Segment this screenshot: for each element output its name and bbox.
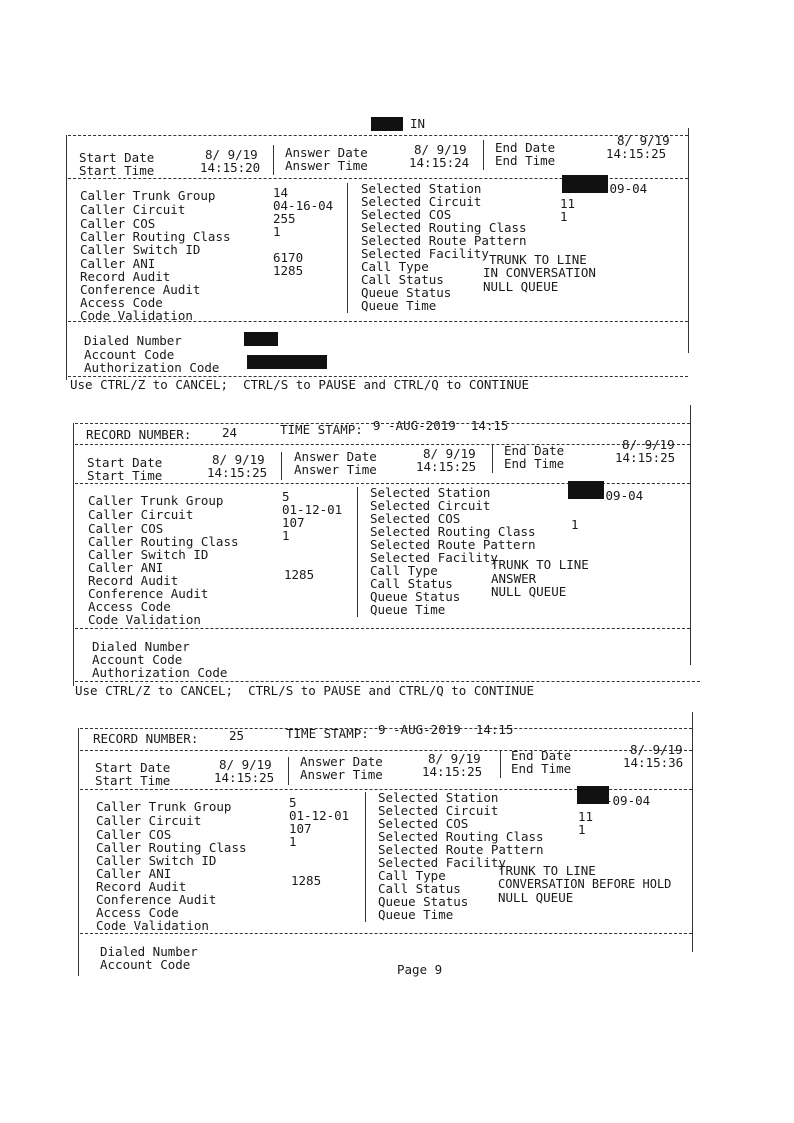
start-date-label: Start Date (79, 150, 155, 165)
right-field-value: 1 (560, 209, 568, 224)
divider (80, 933, 692, 934)
start-date-value: 8/ 9/19 (212, 452, 265, 467)
record-number-value: 25 (229, 728, 245, 743)
left-field-label: Caller Routing Class (88, 534, 239, 549)
answer-date-value: 8/ 9/19 (428, 751, 481, 766)
answer-time-value: 14:15:25 (416, 459, 477, 474)
start-date-label: Start Date (95, 760, 171, 775)
record-number-label: RECORD NUMBER: (86, 427, 192, 442)
left-field-value: 5 (289, 795, 297, 810)
right-field-value: NULL QUEUE (491, 584, 567, 599)
end-date-value: 8/ 9/19 (622, 437, 675, 452)
timestamp-label: TIME STAMP: (286, 726, 369, 741)
divider (500, 750, 501, 778)
right-field-value: -09-04 (598, 488, 644, 503)
bottom-field-label: Account Code (84, 347, 175, 362)
right-field-value: -09-04 (602, 181, 648, 196)
left-field-label: Conference Audit (80, 282, 201, 297)
right-field-label: Selected Facility (370, 550, 498, 565)
divider (365, 792, 366, 922)
left-field-value: 1285 (291, 873, 322, 888)
right-field-value: 11 (560, 196, 576, 211)
right-field-label: Selected Route Pattern (370, 537, 536, 552)
answer-time-label: Answer Time (285, 158, 368, 173)
left-field-value: 1 (282, 528, 290, 543)
left-field-value: 14 (273, 185, 289, 200)
left-field-label: Caller COS (96, 827, 172, 842)
end-time-label: End Time (495, 153, 556, 168)
bottom-field-label: Dialed Number (84, 333, 182, 348)
left-field-value: 107 (282, 515, 305, 530)
right-field-label: Call Status (370, 576, 453, 591)
right-field-value: NULL QUEUE (498, 890, 574, 905)
end-time-value: 14:15:25 (615, 450, 676, 465)
right-field-value: NULL QUEUE (483, 279, 559, 294)
left-field-label: Caller Routing Class (80, 229, 231, 244)
left-field-label: Code Validation (88, 612, 201, 627)
left-field-value: 01-12-01 (289, 808, 350, 823)
left-field-label: Caller Switch ID (80, 242, 201, 257)
left-field-label: Record Audit (96, 879, 187, 894)
start-time-label: Start Time (87, 468, 163, 483)
left-field-value: 107 (289, 821, 312, 836)
right-field-value: ANSWER (491, 571, 537, 586)
end-time-value: 14:15:25 (606, 146, 667, 161)
start-date-label: Start Date (87, 455, 163, 470)
answer-date-value: 8/ 9/19 (414, 142, 467, 157)
left-field-label: Caller Circuit (96, 813, 202, 828)
start-time-value: 14:15:25 (214, 770, 275, 785)
left-field-label: Conference Audit (88, 586, 209, 601)
right-field-label: Queue Time (370, 602, 446, 617)
right-field-label: Queue Status (370, 589, 461, 604)
right-field-label: Selected Route Pattern (378, 842, 544, 857)
bottom-field-label: Dialed Number (92, 639, 190, 654)
right-field-label: Queue Time (361, 298, 437, 313)
left-field-label: Record Audit (88, 573, 179, 588)
left-field-label: Conference Audit (96, 892, 217, 907)
end-time-label: End Time (511, 761, 572, 776)
end-time-label: End Time (504, 456, 565, 471)
left-field-label: Caller Routing Class (96, 840, 247, 855)
divider (80, 750, 692, 751)
left-field-label: Caller COS (88, 521, 164, 536)
answer-time-value: 14:15:25 (422, 764, 483, 779)
answer-date-label: Answer Date (300, 754, 383, 769)
right-field-label: Selected Routing Class (370, 524, 536, 539)
left-field-label: Caller ANI (88, 560, 164, 575)
end-date-label: End Date (511, 748, 572, 763)
right-field-label: Selected COS (370, 511, 461, 526)
left-field-value: 1 (289, 834, 297, 849)
divider (288, 757, 289, 785)
end-date-value: 8/ 9/19 (630, 742, 683, 757)
control-prompt: Use CTRL/Z to CANCEL; CTRL/S to PAUSE and CTRL/Q to CONTINUE (75, 683, 535, 698)
left-field-label: Code Validation (80, 308, 193, 323)
record-number-value: 24 (222, 425, 238, 440)
start-date-value: 8/ 9/19 (219, 757, 272, 772)
start-date-value: 8/ 9/19 (205, 147, 258, 162)
right-field-label: Selected Routing Class (378, 829, 544, 844)
left-field-label: Caller Trunk Group (96, 799, 232, 814)
right-field-label: Selected Circuit (378, 803, 499, 818)
right-field-label: Call Type (378, 868, 446, 883)
bottom-field-label: Authorization Code (92, 665, 228, 680)
left-field-label: Caller Circuit (88, 507, 194, 522)
left-field-value: 1 (273, 224, 281, 239)
left-field-label: Access Code (80, 295, 163, 310)
end-time-value: 14:15:36 (623, 755, 684, 770)
right-field-label: Queue Time (378, 907, 454, 922)
right-field-label: Selected Circuit (361, 194, 482, 209)
right-field-label: Selected Station (378, 790, 499, 805)
right-field-label: Selected COS (361, 207, 452, 222)
left-field-label: Caller Switch ID (96, 853, 217, 868)
end-date-value: 8/ 9/19 (617, 133, 670, 148)
right-field-label: Selected Facility (361, 246, 489, 261)
right-field-value: TRUNK TO LINE (491, 557, 589, 572)
start-time-value: 14:15:25 (207, 465, 268, 480)
left-field-label: Access Code (88, 599, 171, 614)
right-field-label: Selected Facility (378, 855, 506, 870)
left-field-label: Caller Trunk Group (88, 493, 224, 508)
right-field-label: Selected Station (361, 181, 482, 196)
right-field-value: 1 (571, 517, 579, 532)
start-time-value: 14:15:20 (200, 160, 261, 175)
right-field-label: Call Type (361, 259, 429, 274)
end-date-label: End Date (504, 443, 565, 458)
right-field-label: Selected COS (378, 816, 469, 831)
bottom-field-label: Account Code (100, 957, 191, 972)
left-field-value: 5 (282, 489, 290, 504)
right-field-label: Selected Routing Class (361, 220, 527, 235)
right-field-label: Call Type (370, 563, 438, 578)
start-time-label: Start Time (79, 163, 155, 178)
right-field-value: 11 (578, 809, 594, 824)
timestamp-value: 9 -AUG-2019 14:15 (373, 418, 509, 433)
timestamp-value: 9 -AUG-2019 14:15 (378, 722, 514, 737)
right-field-label: Selected Route Pattern (361, 233, 527, 248)
right-field-value: -09-04 (605, 793, 651, 808)
answer-date-label: Answer Date (285, 145, 368, 160)
end-date-label: End Date (495, 140, 556, 155)
right-field-value: IN CONVERSATION (483, 265, 596, 280)
left-field-label: Record Audit (80, 269, 171, 284)
direction-label: IN (410, 116, 426, 131)
bottom-field-label: Account Code (92, 652, 183, 667)
left-field-value: 6170 (273, 250, 304, 265)
left-field-label: Caller Switch ID (88, 547, 209, 562)
divider (78, 728, 79, 976)
right-field-value: 1 (578, 822, 586, 837)
left-field-value: 04-16-04 (273, 198, 334, 213)
answer-date-value: 8/ 9/19 (423, 446, 476, 461)
start-time-label: Start Time (95, 773, 171, 788)
left-field-label: Caller Trunk Group (80, 188, 216, 203)
left-field-value: 255 (273, 211, 296, 226)
right-field-label: Call Status (361, 272, 444, 287)
left-field-value: 1285 (284, 567, 315, 582)
left-field-label: Caller COS (80, 216, 156, 231)
left-field-label: Caller Circuit (80, 202, 186, 217)
right-field-label: Queue Status (361, 285, 452, 300)
right-field-value: TRUNK TO LINE (498, 863, 596, 878)
record-number-label: RECORD NUMBER: (93, 731, 199, 746)
left-field-label: Access Code (96, 905, 179, 920)
divider (692, 712, 693, 952)
control-prompt: Use CTRL/Z to CANCEL; CTRL/S to PAUSE and CTRL/Q to CONTINUE (70, 377, 530, 392)
left-field-label: Caller ANI (80, 256, 156, 271)
right-field-label: Queue Status (378, 894, 469, 909)
page-number: Page 9 (397, 962, 443, 977)
right-field-label: Selected Station (370, 485, 491, 500)
left-field-value: 1285 (273, 263, 304, 278)
right-field-label: Call Status (378, 881, 461, 896)
right-field-value: CONVERSATION BEFORE HOLD (498, 877, 672, 891)
answer-time-value: 14:15:24 (409, 155, 470, 170)
right-field-label: Selected Circuit (370, 498, 491, 513)
timestamp-label: TIME STAMP: (280, 422, 363, 437)
answer-time-label: Answer Time (294, 462, 377, 477)
right-field-value: TRUNK TO LINE (489, 252, 587, 267)
left-field-label: Caller ANI (96, 866, 172, 881)
bottom-field-label: Dialed Number (100, 944, 198, 959)
left-field-value: 01-12-01 (282, 502, 343, 517)
answer-date-label: Answer Date (294, 449, 377, 464)
bottom-field-label: Authorization Code (84, 360, 220, 375)
answer-time-label: Answer Time (300, 767, 383, 782)
left-field-label: Code Validation (96, 918, 209, 933)
